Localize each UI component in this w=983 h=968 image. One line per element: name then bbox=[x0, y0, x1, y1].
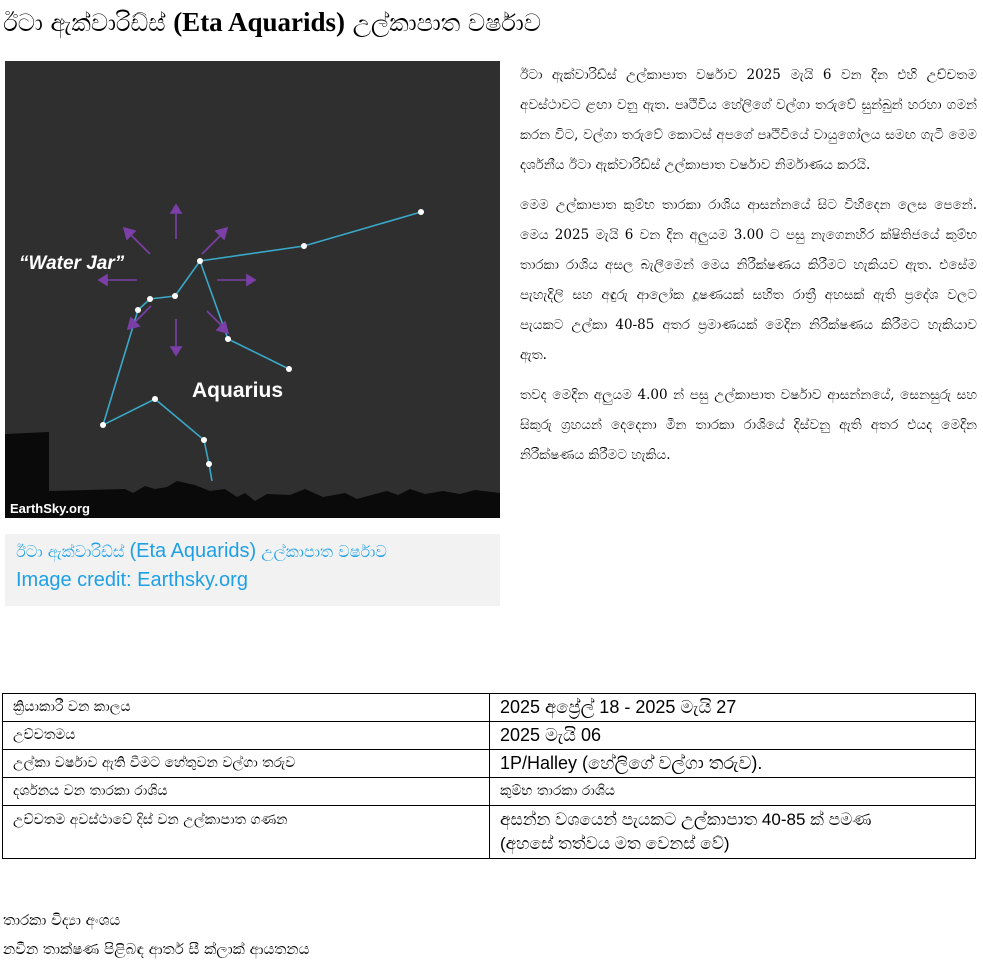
table-key: උච්චතම අවස්ථාවේ දිස් වන උල්කාපාත ගණන bbox=[3, 806, 490, 859]
page-title bbox=[3, 2, 978, 43]
star bbox=[301, 243, 307, 249]
label-aquarius: Aquarius bbox=[192, 379, 284, 402]
table-row bbox=[3, 778, 976, 806]
star bbox=[197, 258, 203, 264]
title-latin: (Eta Aquarids) bbox=[173, 7, 345, 37]
aquarius-constellation-illustration bbox=[5, 61, 500, 518]
table-value-line-2: (අහසේ තත්වය මත වෙනස් වේ) bbox=[500, 834, 730, 853]
table-key: දර්ශනය වන තාරකා රාශිය bbox=[3, 778, 490, 806]
article-paragraph-3: තවද මෙදින අලුයම 4.00 න් පසු උල්කාපාත වර්ෂාව ආසන්නයේ, සෙනසුරු සහ සිකුරු ග්‍රහයන් දෙදෙනා මීන තාරකා රාශියේ දිස්වනු ඇති අතර එයද මෙදින නිරීක්ෂණය කිරීමට හැකිය. bbox=[520, 387, 977, 463]
caption-suffix: උල්කාපාත වර්ෂාව bbox=[256, 542, 387, 561]
star bbox=[206, 461, 212, 467]
table-row bbox=[3, 722, 976, 750]
star bbox=[100, 422, 106, 428]
table-value bbox=[490, 806, 976, 859]
table-row bbox=[3, 806, 976, 859]
table-row bbox=[3, 694, 976, 722]
night-sky-background bbox=[5, 61, 500, 518]
caption-line-1 bbox=[16, 537, 500, 566]
image-watermark: EarthSky.org bbox=[10, 501, 90, 516]
star bbox=[201, 437, 207, 443]
table-key: උච්චතමය bbox=[3, 722, 490, 750]
table-value: කුම්භ තාරකා රාශිය bbox=[490, 778, 976, 806]
star bbox=[172, 293, 178, 299]
star bbox=[225, 336, 231, 342]
table-value: 2025 මැයි 06 bbox=[490, 722, 976, 750]
table-key: ක්‍රියාකාරී වන කාලය bbox=[3, 694, 490, 722]
meteor-shower-info-table bbox=[2, 693, 976, 859]
caption-credit: Image credit: Earthsky.org bbox=[16, 569, 248, 591]
caption-latin: (Eta Aquarids) bbox=[129, 540, 257, 562]
article-paragraph-1: ඊටා ඇක්වාරිඩ්ස් උල්කාපාත වර්ෂාව 2025 මැයි 6 වන දින එහි උච්චතම අවස්ථාවට ළඟා වනු ඇත. පෘථිවිය හේලිගේ වල්ගා තරුවේ සුන්බුන් හරහා ගමන් කරන විට, වල්ගා තරුවේ කොටස් අපගේ පෘථිවියේ වායුගෝලය සමඟ ගැටී මෙම දර්ශනීය ඊටා ඇක්වාරිඩ්ස් උල්කාපාත වර්ෂාව නිර්මාණය කරයි. bbox=[520, 67, 977, 173]
star bbox=[135, 307, 141, 313]
image-caption bbox=[5, 534, 500, 606]
star bbox=[147, 296, 153, 302]
table-key: උල්කා වර්ෂාව ඇති වීමට හේතුවන වල්ගා තරුව bbox=[3, 750, 490, 778]
star bbox=[418, 209, 424, 215]
article-paragraph-2: මෙම උල්කාපාත කුම්භ තාරකා රාශිය ආසන්නයේ සිට විහිදෙන ලෙස පෙනේ. මෙය 2025 මැයි 6 වන දින අලුයම 3.00 ට පසු නැගෙනහිර ක්ෂිතිජයේ කුම්භ තාරකා රාශිය අසල බැලීමෙන් මෙය නිරීක්ෂණය කිරීමට හැකියව ඇත. එසේම පැහැදිලි සහ අඳුරු ආලෝක දූෂණයක් සහිත රාත්‍රී අහසක් ඇති ප්‍රදේශ වලට පැයකට උල්කා 40-85 අතර ප්‍රමාණයක් මෙදින නිරීක්ෂණය කිරීමට හැකියාව ඇත. bbox=[520, 197, 977, 363]
table-value: 1P/Halley (හේලිගේ වල්ගා තරුව). bbox=[490, 750, 976, 778]
star bbox=[286, 366, 292, 372]
footer-signature bbox=[3, 906, 978, 964]
article-body bbox=[520, 60, 977, 480]
table-value: 2025 අප්‍රේල් 18 - 2025 මැයි 27 bbox=[490, 694, 976, 722]
caption-prefix: ඊටා ඇක්වාරිඩ්ස් bbox=[16, 542, 130, 561]
star bbox=[152, 396, 158, 402]
footer-department: තාරකා විද්‍යා අංශය bbox=[3, 911, 121, 929]
title-suffix: උල්කාපාත වර්ෂාව bbox=[344, 9, 542, 37]
title-prefix: ඊටා ඇක්වාරිඩ්ස් bbox=[3, 9, 174, 37]
label-water-jar: “Water Jar” bbox=[19, 253, 125, 274]
table-row bbox=[3, 750, 976, 778]
aquarius-sky-chart-image bbox=[5, 61, 500, 518]
footer-institute: නවීන තාක්ෂණ පිළිබඳ ආතර් සී ක්ලාක් ආයතනය bbox=[3, 940, 310, 958]
table-value-line-1: අසන්න වශයෙන් පැයකට උල්කාපාත 40-85 ක් පමණ bbox=[500, 810, 872, 829]
